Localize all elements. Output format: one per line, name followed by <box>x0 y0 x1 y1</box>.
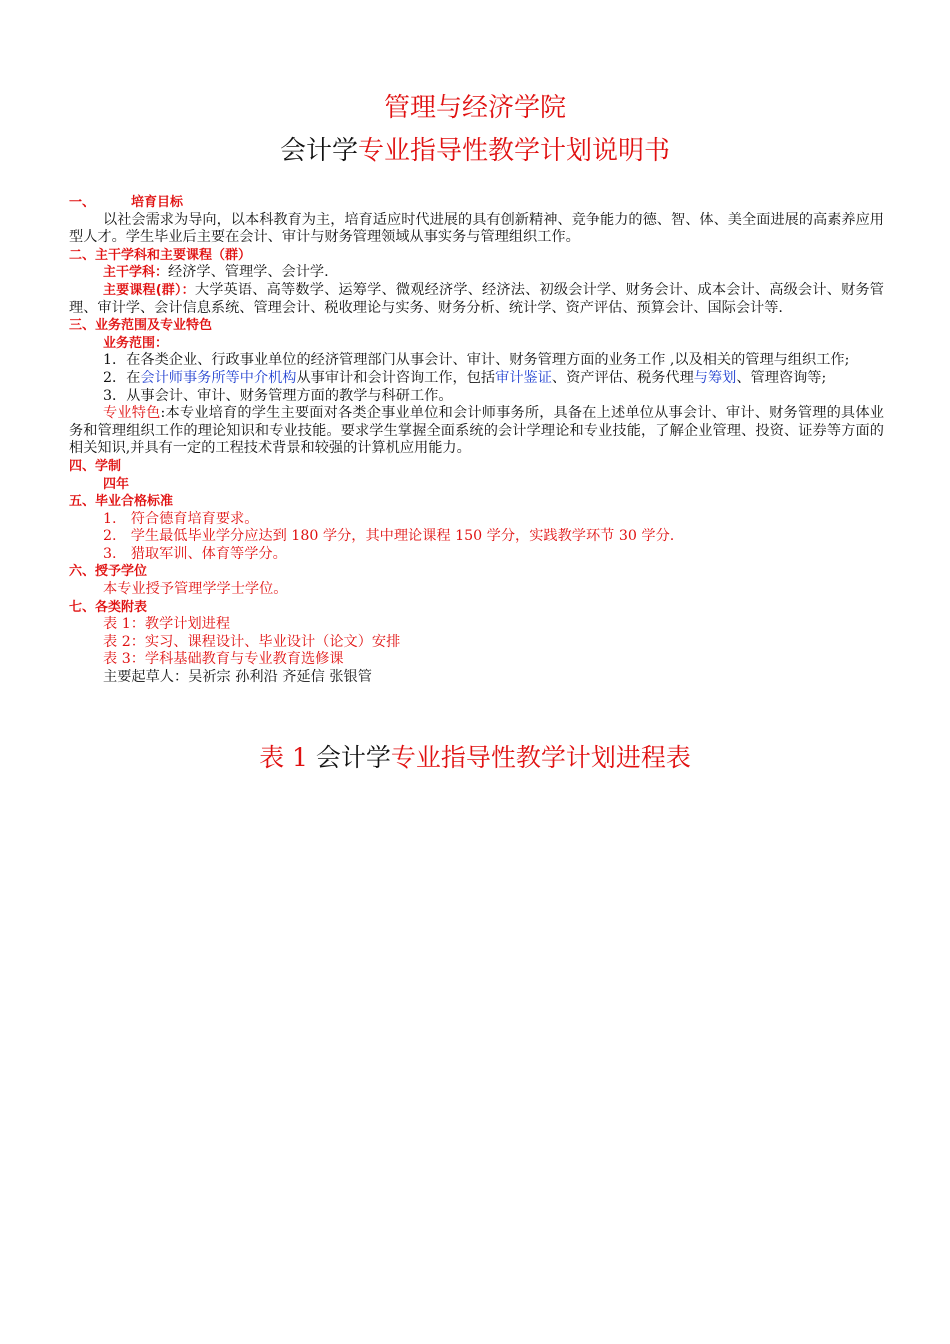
school-title: 管理与经济学院 <box>383 93 566 123</box>
scope-item-3: 3．从事会计、审计、财务管理方面的教学与科研工作。 <box>103 387 453 404</box>
major-features-label: 专业特色 <box>103 405 161 422</box>
program-length-value: 四年 <box>103 476 130 492</box>
main-disciplines-label: 主干学科： <box>103 265 169 281</box>
scope-item-2-c: 从事审计和会计咨询工作，包括 <box>296 369 496 386</box>
scope-item-1: 1．在各类企业、行政事业单位的经济管理部门从事会计、审计、财务管理方面的业务工作 ,以及相关的管理与组织工作; <box>103 352 850 369</box>
appendix-item-3: 表 3：学科基础教育与专业教育选修课 <box>103 651 344 668</box>
section-3-heading: 三、业务范围及专业特色 <box>69 318 213 334</box>
table-1-major: 会计学 <box>315 743 391 772</box>
appendix-item-2: 表 2：实习、课程设计、毕业设计（论文）安排 <box>103 633 401 650</box>
scope-item-2-a: 2．在 <box>103 369 141 386</box>
document-title-rest: 专业指导性教学计划说明书 <box>358 136 671 166</box>
business-scope-label: 业务范围： <box>103 335 169 351</box>
table-1-rest: 专业指导性教学计划进程表 <box>390 743 691 772</box>
appendix-item-1: 表 1：教学计划进程 <box>103 616 231 633</box>
section-5-heading: 五、毕业合格标准 <box>69 494 174 510</box>
main-disciplines <box>69 264 884 282</box>
standard-item-2: 2. 学生最低毕业学分应达到 180 学分，其中理论课程 150 学分，实践教学环节 30 学分. <box>103 528 675 545</box>
program-length <box>69 476 884 494</box>
degree-text: 本专业授予管理学学士学位。 <box>103 581 288 598</box>
major-features <box>69 405 884 458</box>
scope-item-2 <box>69 370 884 388</box>
document-title-major: 会计学 <box>279 136 358 166</box>
standard-item-3: 3. 猎取军训、体育等学分。 <box>103 545 287 562</box>
scope-item-2-agencies: 会计师事务所等中介机构 <box>140 369 297 386</box>
table-1-prefix: 表 1 <box>259 743 316 772</box>
section-1-number: 一、 <box>69 195 96 210</box>
main-courses-label: 主要课程(群）： <box>103 282 195 298</box>
scope-item-2-e: 、资产评估、税务代理 <box>551 369 694 386</box>
scope-item-2-audit: 审计鉴证 <box>495 369 552 386</box>
section-7-heading: 七、各类附表 <box>69 599 148 615</box>
main-courses-text: 大学英语、高等数学、运筹学、微观经济学、经济法、初级会计学、财务会计、成本会计、高级会计、财务管理、审计学、会计信息系统、管理会计、税收理论与实务、财务分析、统计学、资产评估、预算会计、国际会计等. <box>69 281 884 316</box>
main-courses <box>69 282 884 317</box>
main-disciplines-text: 经济学、管理学、会计学. <box>168 264 329 281</box>
drafters: 主要起草人：吴祈宗 孙利沿 齐延信 张银管 <box>103 669 372 686</box>
major-features-text: :本专业培育的学生主要面对各类企事业单位和会计师事务所，具备在上述单位从事会计、审计、财务管理的具体业务和管理组织工作的理论知识和专业技能。要求学生掌握全面系统的会计学理论和专业技能，了解企业管理、投资、证券等方面的相关知识,并具有一定的工程技术背景和较强的计算机应用能力。 <box>69 405 884 457</box>
scope-item-2-g: 、管理咨询等; <box>736 369 827 386</box>
section-1-heading <box>69 194 884 212</box>
scope-item-2-planning: 与筹划 <box>693 369 737 386</box>
section-1-text: 以社会需求为导向，以本科教育为主，培育适应时代进展的具有创新精神、竞争能力的德、智、体、美全面进展的高素养应用型人才。学生毕业后主要在会计、审计与财务管理领域从事实务与管理组织工作。 <box>69 211 884 246</box>
section-6-heading: 六、授予学位 <box>69 564 148 580</box>
business-scope-label-line <box>69 335 884 353</box>
section-4-heading: 四、学制 <box>69 458 122 474</box>
document-body <box>69 194 884 687</box>
section-2-heading: 二、主干学科和主要课程（群） <box>69 247 252 263</box>
document-title <box>0 132 950 170</box>
section-1-title: 培育目标 <box>131 195 184 210</box>
table-1-title <box>0 740 950 776</box>
standard-item-1: 1. 符合德育培育要求。 <box>103 510 259 527</box>
